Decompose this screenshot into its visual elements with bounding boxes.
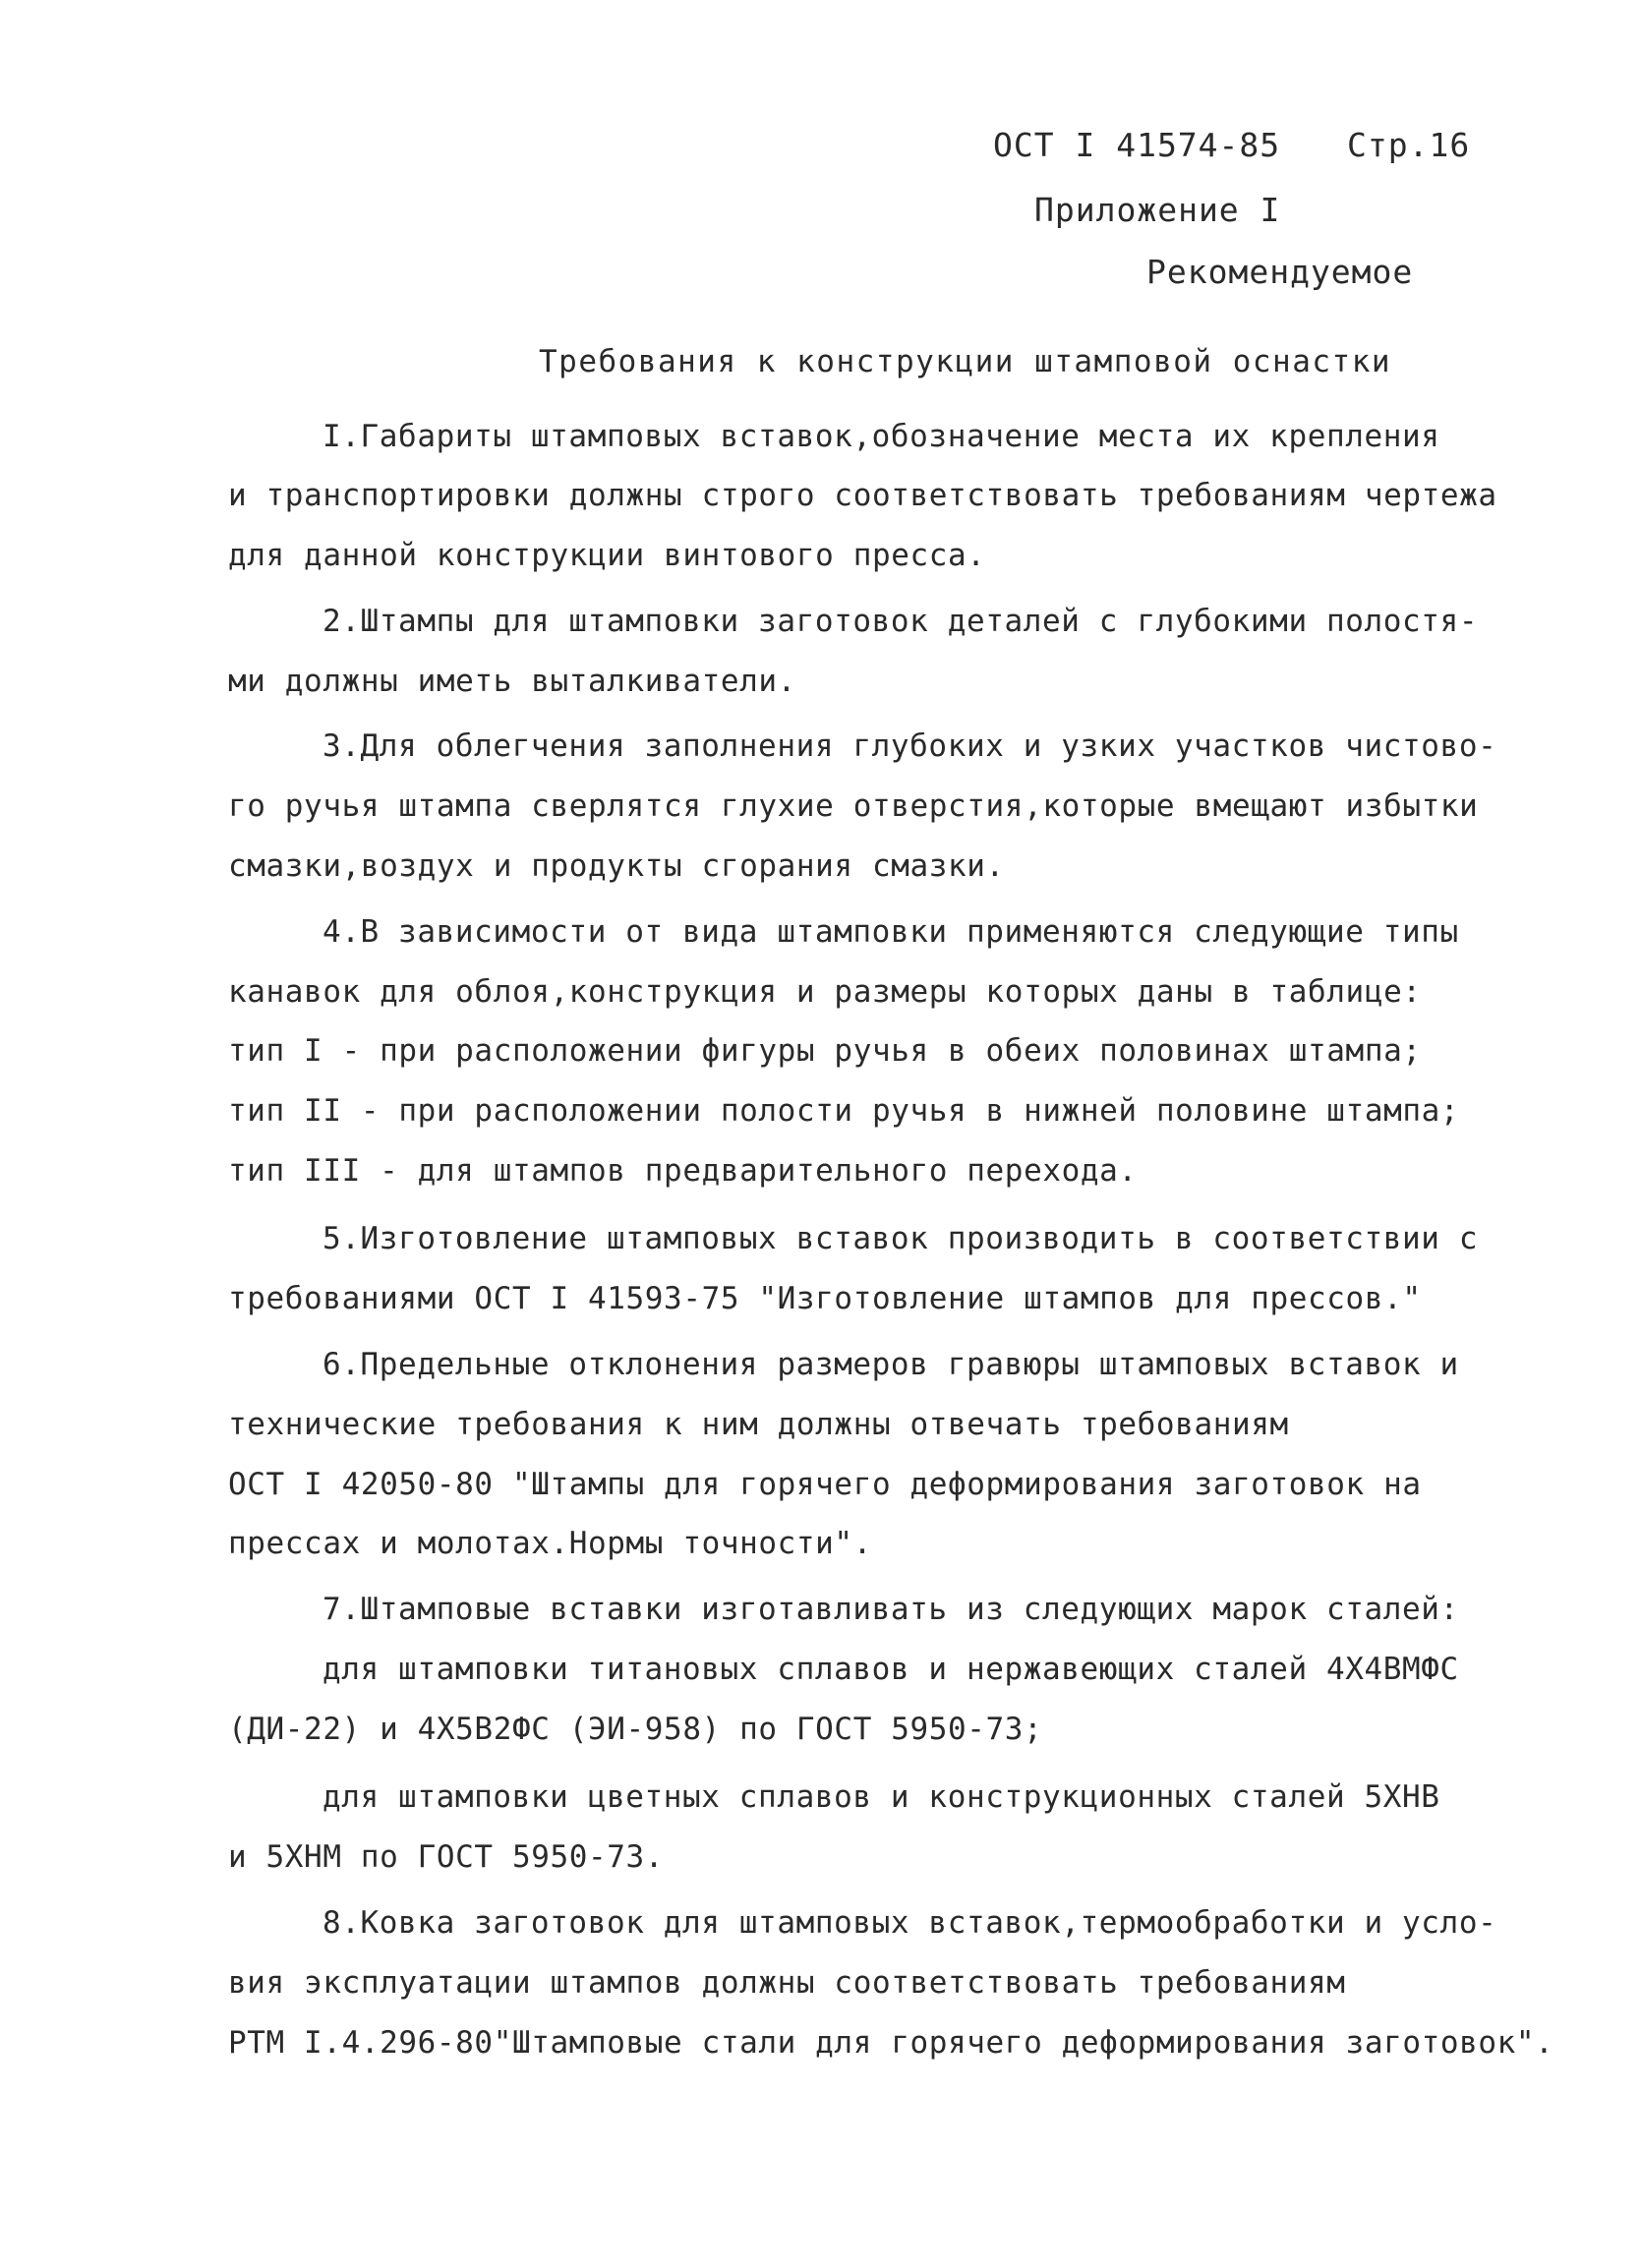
text-line: для штамповки цветных сплавов и конструкционных сталей 5ХНВ [322,1779,1440,1815]
text-line: для данной конструкции винтового пресса. [228,538,986,573]
text-line: 2.Штампы для штамповки заготовок деталей с глубокими полостя- [322,604,1479,639]
text-line: РТМ I.4.296-80"Штамповые стали для горячего деформирования заготовок". [228,2025,1554,2061]
recommendation-status: Рекомендуемое [1146,253,1414,291]
text-line: тип II - при расположении полости ручья в нижней половине штампа; [228,1093,1460,1129]
text-line: канавок для облоя,конструкция и размеры которых даны в таблице: [228,974,1422,1010]
text-line: 7.Штамповые вставки изготавливать из следующих марок сталей: [322,1592,1459,1627]
text-line: ми должны иметь выталкиватели. [228,664,796,699]
text-line: требованиями ОСТ I 41593-75 "Изготовление штампов для прессов." [228,1281,1422,1316]
text-line: смазки,воздух и продукты сгорания смазки. [228,848,1005,884]
text-line: ОСТ I 42050-80 "Штампы для горячего деформирования заготовок на [228,1467,1422,1502]
text-line: вия эксплуатации штампов должны соответствовать требованиям [228,1965,1346,2001]
text-line: тип I - при расположении фигуры ручья в обеих половинах штампа; [228,1033,1422,1069]
text-line: технические требования к ним должны отвечать требованиям [228,1407,1289,1442]
document-title: Требования к конструкции штамповой оснастки [539,344,1392,379]
text-line: 5.Изготовление штамповых вставок производить в соответствии с [322,1221,1479,1256]
text-line: 4.В зависимости от вида штамповки применяются следующие типы [322,914,1459,950]
text-line: го ручья штампа сверлятся глухие отверстия,которые вмещают избытки [228,788,1479,824]
text-line: 3.Для облегчения заполнения глубоких и узких участков чистово- [322,728,1497,764]
standard-code: ОСТ I 41574-85 [993,126,1281,164]
text-line: I.Габариты штамповых вставок,обозначение места их крепления [322,419,1440,454]
appendix-label: Приложение I [1034,191,1281,229]
text-line: и транспортировки должны строго соответствовать требованиям чертежа [228,478,1497,513]
text-line: тип III - для штампов предварительного перехода. [228,1153,1138,1189]
text-line: для штамповки титановых сплавов и нержавеющих сталей 4Х4ВМФС [322,1652,1459,1687]
text-line: и 5ХНМ по ГОСТ 5950-73. [228,1839,665,1875]
text-line: 6.Предельные отклонения размеров гравюры штамповых вставок и [322,1347,1459,1382]
text-line: (ДИ-22) и 4Х5В2ФС (ЭИ-958) по ГОСТ 5950-73; [228,1712,1043,1747]
page-number: Стр.16 [1347,126,1471,164]
text-line: 8.Ковка заготовок для штамповых вставок,термообработки и усло- [322,1905,1497,1941]
text-line: прессах и молотах.Нормы точности". [228,1526,872,1561]
